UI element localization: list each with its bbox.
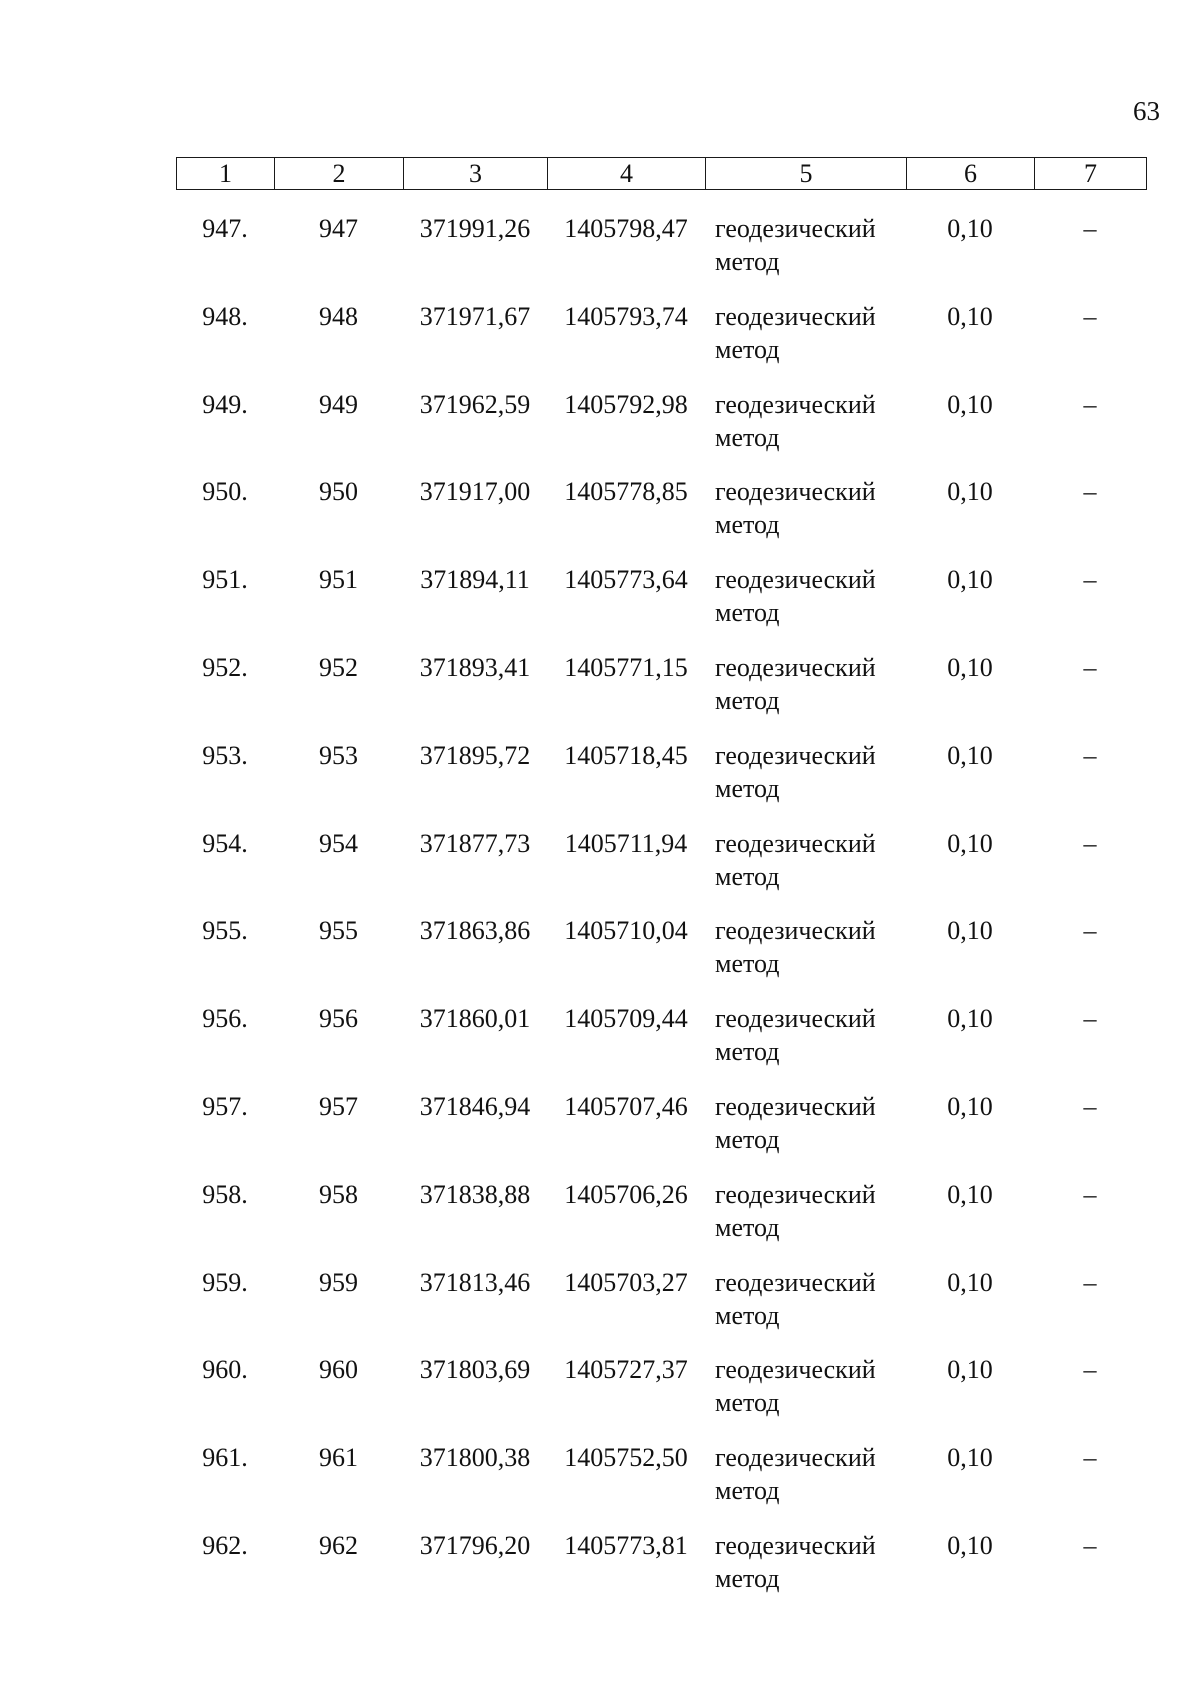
y-coordinate-cell: 1405778,85: [564, 477, 688, 507]
method-cell: [705, 388, 906, 461]
x-coordinate-cell: 371813,46: [419, 1267, 531, 1297]
y-coordinate-cell: 1405793,74: [564, 301, 688, 331]
row-number-cell: 951.: [202, 565, 248, 595]
point-number-cell: 958: [319, 1179, 358, 1209]
row-number-cell: 958.: [202, 1179, 248, 1209]
method-line-2: метод: [715, 861, 780, 891]
point-number-cell: 957: [319, 1091, 358, 1121]
table-row: [176, 1514, 1146, 1602]
row-number-cell: 959.: [202, 1267, 248, 1297]
method-line-1: геодезический: [715, 1443, 876, 1473]
method-line-2: метод: [715, 685, 780, 715]
column-header-4: 4: [548, 158, 706, 190]
x-coordinate-cell: 371991,26: [419, 214, 531, 243]
accuracy-cell: 0,10: [947, 477, 993, 507]
method-line-1: геодезический: [715, 214, 876, 243]
method-line-1: геодезический: [715, 1267, 876, 1297]
table-row: [176, 1075, 1146, 1163]
method-line-1: геодезический: [715, 1004, 876, 1034]
accuracy-cell: 0,10: [947, 389, 993, 419]
method-cell: [705, 1266, 906, 1339]
row-number-cell: 962.: [202, 1530, 248, 1560]
column-header-7: 7: [1035, 158, 1147, 190]
table-row: [176, 1338, 1146, 1426]
y-coordinate-cell: 1405710,04: [564, 916, 688, 946]
method-cell: [705, 1529, 906, 1602]
point-number-cell: 952: [319, 652, 358, 682]
table-row: [176, 1163, 1146, 1251]
point-number-cell: 949: [319, 389, 358, 419]
accuracy-cell: 0,10: [947, 1091, 993, 1121]
point-number-cell: 955: [319, 916, 358, 946]
method-line-2: метод: [715, 1388, 780, 1418]
x-coordinate-cell: 371803,69: [419, 1355, 531, 1385]
method-line-1: геодезический: [715, 740, 876, 770]
method-cell: [705, 563, 906, 636]
method-line-2: метод: [715, 247, 780, 276]
row-number-cell: 948.: [202, 301, 248, 331]
column-header-6: 6: [907, 158, 1035, 190]
x-coordinate-cell: 371971,67: [419, 301, 531, 331]
row-number-cell: 955.: [202, 916, 248, 946]
table-row: [176, 987, 1146, 1075]
x-coordinate-cell: 371893,41: [419, 652, 531, 682]
note-cell: –: [1083, 1004, 1097, 1034]
method-line-1: геодезический: [715, 301, 876, 331]
method-line-2: метод: [715, 1300, 780, 1330]
method-line-1: геодезический: [715, 1530, 876, 1560]
x-coordinate-cell: 371962,59: [419, 389, 531, 419]
note-cell: –: [1083, 389, 1097, 419]
table-row: [176, 197, 1146, 285]
x-coordinate-cell: 371895,72: [419, 740, 531, 770]
method-cell: [705, 212, 906, 285]
column-header-3: 3: [404, 158, 548, 190]
method-cell: [705, 651, 906, 724]
table-row: [176, 285, 1146, 373]
point-number-cell: 961: [319, 1443, 358, 1473]
note-cell: –: [1083, 1443, 1097, 1473]
table-row: [176, 460, 1146, 548]
table-row: [176, 373, 1146, 461]
method-cell: [705, 1441, 906, 1514]
x-coordinate-cell: 371917,00: [419, 477, 531, 507]
table-row: [176, 724, 1146, 812]
point-number-cell: 954: [319, 828, 358, 858]
table-body: [176, 197, 1146, 1602]
accuracy-cell: 0,10: [947, 828, 993, 858]
point-number-cell: 951: [319, 565, 358, 595]
method-cell: [705, 1178, 906, 1251]
note-cell: –: [1083, 1530, 1097, 1560]
method-line-2: метод: [715, 1124, 780, 1154]
column-header-1: 1: [177, 158, 275, 190]
row-number-cell: 947.: [202, 214, 248, 243]
note-cell: –: [1083, 214, 1097, 243]
x-coordinate-cell: 371846,94: [419, 1091, 531, 1121]
method-line-1: геодезический: [715, 1355, 876, 1385]
row-number-cell: 961.: [202, 1443, 248, 1473]
note-cell: –: [1083, 1091, 1097, 1121]
note-cell: –: [1083, 301, 1097, 331]
note-cell: –: [1083, 1179, 1097, 1209]
method-line-2: метод: [715, 1212, 780, 1242]
method-line-2: метод: [715, 334, 780, 364]
accuracy-cell: 0,10: [947, 1530, 993, 1560]
accuracy-cell: 0,10: [947, 916, 993, 946]
y-coordinate-cell: 1405711,94: [564, 828, 688, 858]
y-coordinate-cell: 1405709,44: [564, 1004, 688, 1034]
accuracy-cell: 0,10: [947, 1179, 993, 1209]
method-cell: [705, 300, 906, 373]
row-number-cell: 954.: [202, 828, 248, 858]
y-coordinate-cell: 1405771,15: [564, 652, 688, 682]
column-header-5: 5: [706, 158, 907, 190]
point-number-cell: 956: [319, 1004, 358, 1034]
point-number-cell: 959: [319, 1267, 358, 1297]
note-cell: –: [1083, 916, 1097, 946]
method-line-1: геодезический: [715, 916, 876, 946]
table-row: [176, 1426, 1146, 1514]
table-row: [176, 548, 1146, 636]
method-cell: [705, 1090, 906, 1163]
y-coordinate-cell: 1405752,50: [564, 1443, 688, 1473]
accuracy-cell: 0,10: [947, 214, 993, 243]
point-number-cell: 962: [319, 1530, 358, 1560]
method-line-1: геодезический: [715, 565, 876, 595]
method-line-2: метод: [715, 422, 780, 452]
y-coordinate-cell: 1405703,27: [564, 1267, 688, 1297]
row-number-cell: 953.: [202, 740, 248, 770]
accuracy-cell: 0,10: [947, 301, 993, 331]
column-header-table: [176, 157, 1147, 190]
x-coordinate-cell: 371894,11: [420, 565, 530, 595]
y-coordinate-cell: 1405718,45: [564, 740, 688, 770]
x-coordinate-cell: 371800,38: [419, 1443, 531, 1473]
accuracy-cell: 0,10: [947, 565, 993, 595]
point-number-cell: 950: [319, 477, 358, 507]
method-line-1: геодезический: [715, 1179, 876, 1209]
accuracy-cell: 0,10: [947, 1355, 993, 1385]
accuracy-cell: 0,10: [947, 1267, 993, 1297]
method-cell: [705, 739, 906, 812]
accuracy-cell: 0,10: [947, 652, 993, 682]
note-cell: –: [1083, 828, 1097, 858]
point-number-cell: 960: [319, 1355, 358, 1385]
table-row: [176, 636, 1146, 724]
accuracy-cell: 0,10: [947, 740, 993, 770]
y-coordinate-cell: 1405773,64: [564, 565, 688, 595]
method-cell: [705, 1353, 906, 1426]
accuracy-cell: 0,10: [947, 1004, 993, 1034]
y-coordinate-cell: 1405706,26: [564, 1179, 688, 1209]
note-cell: –: [1083, 652, 1097, 682]
point-number-cell: 947: [319, 214, 358, 243]
method-line-2: метод: [715, 949, 780, 979]
table-row: [176, 812, 1146, 900]
table-row: [176, 899, 1146, 987]
row-number-cell: 957.: [202, 1091, 248, 1121]
method-line-1: геодезический: [715, 389, 876, 419]
method-cell: [705, 475, 906, 548]
note-cell: –: [1083, 477, 1097, 507]
method-line-2: метод: [715, 1563, 780, 1593]
accuracy-cell: 0,10: [947, 1443, 993, 1473]
row-number-cell: 950.: [202, 477, 248, 507]
column-header-2: 2: [275, 158, 404, 190]
row-number-cell: 960.: [202, 1355, 248, 1385]
y-coordinate-cell: 1405798,47: [564, 214, 688, 243]
x-coordinate-cell: 371838,88: [419, 1179, 531, 1209]
page-number: 63: [1133, 96, 1160, 126]
method-line-2: метод: [715, 598, 780, 628]
x-coordinate-cell: 371796,20: [419, 1530, 531, 1560]
column-header-row: [177, 158, 1147, 190]
y-coordinate-cell: 1405792,98: [564, 389, 688, 419]
method-line-1: геодезический: [715, 828, 876, 858]
method-line-1: геодезический: [715, 652, 876, 682]
method-cell: [705, 1002, 906, 1075]
note-cell: –: [1083, 1355, 1097, 1385]
note-cell: –: [1083, 740, 1097, 770]
row-number-cell: 952.: [202, 652, 248, 682]
method-line-1: геодезический: [715, 1091, 876, 1121]
y-coordinate-cell: 1405773,81: [564, 1530, 688, 1560]
x-coordinate-cell: 371860,01: [419, 1004, 531, 1034]
method-line-2: метод: [715, 510, 780, 540]
point-number-cell: 948: [319, 301, 358, 331]
point-number-cell: 953: [319, 740, 358, 770]
method-line-2: метод: [715, 1037, 780, 1067]
y-coordinate-cell: 1405707,46: [564, 1091, 688, 1121]
table-row: [176, 1251, 1146, 1339]
method-line-2: метод: [715, 1476, 780, 1506]
method-line-1: геодезический: [715, 477, 876, 507]
method-cell: [705, 914, 906, 987]
y-coordinate-cell: 1405727,37: [564, 1355, 688, 1385]
x-coordinate-cell: 371863,86: [419, 916, 531, 946]
row-number-cell: 956.: [202, 1004, 248, 1034]
method-cell: [705, 827, 906, 900]
x-coordinate-cell: 371877,73: [419, 828, 531, 858]
method-line-2: метод: [715, 773, 780, 803]
row-number-cell: 949.: [202, 389, 248, 419]
note-cell: –: [1083, 565, 1097, 595]
note-cell: –: [1083, 1267, 1097, 1297]
